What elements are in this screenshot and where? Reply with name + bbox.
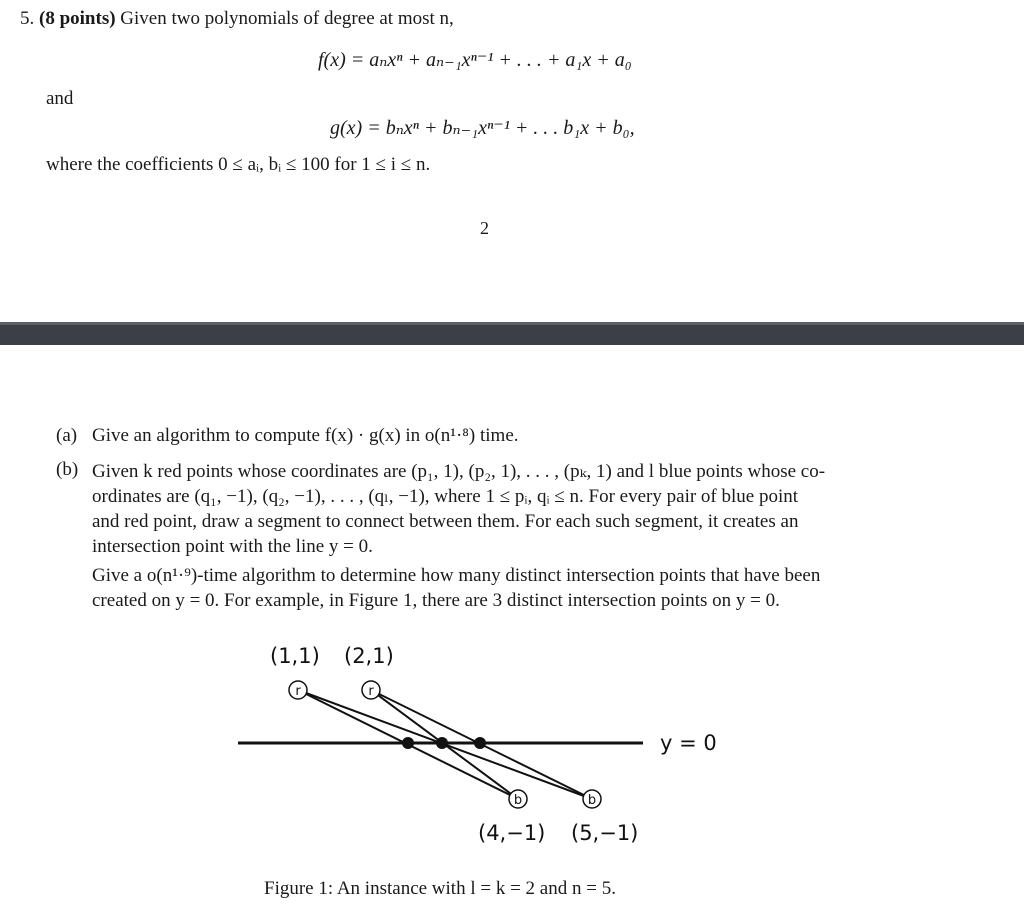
part-b-line: Give a o(n¹·⁹)-time algorithm to determine how many distinct intersection points that have been [92,565,821,586]
part-b-label: (b) [56,459,79,480]
red-marker-letter: r [295,684,301,699]
blue-point-label: (5,−1) [571,821,639,845]
part-b-line: Given k red points whose coordinates are (p₁, 1), (p₂, 1), . . . , (pₖ, 1) and l blue points whose co- [92,461,826,482]
problem-points: (8 points) [39,8,116,29]
f-formula: f(x) = aₙxⁿ + aₙ₋₁xⁿ⁻¹ + . . . + a₁x + a₀ [318,49,632,71]
and-word: and [46,88,74,109]
intersection-point [474,737,486,749]
problem-number: 5. [20,8,35,29]
problem-intro: Given two polynomials of degree at most n, [120,8,454,29]
part-a-label: (a) [56,425,78,446]
red-point-label: (1,1) [270,644,320,668]
red-marker-letter: r [368,684,374,699]
intersection-point [436,737,448,749]
part-a-text: Give an algorithm to compute f(x) · g(x) in o(n¹·⁸) time. [92,425,519,446]
blue-point-label: (4,−1) [478,821,546,845]
page-number: 2 [480,218,489,238]
blue-marker-letter: b [587,793,597,808]
part-b-line: intersection point with the line y = 0. [92,536,373,557]
figure-caption: Figure 1: An instance with l = k = 2 and n = 5. [264,878,616,899]
part-b-line: created on y = 0. For example, in Figure 1, there are 3 distinct intersection points on y = 0. [92,590,780,611]
blue-marker-letter: b [513,793,523,808]
coefficient-constraint: where the coefficients 0 ≤ aᵢ, bᵢ ≤ 100 for 1 ≤ i ≤ n. [46,154,431,175]
axis-label: y = 0 [660,731,717,755]
red-point-label: (2,1) [344,644,394,668]
part-b-line: and red point, draw a segment to connect between them. For each such segment, it creates an [92,511,799,532]
intersection-point [402,737,414,749]
part-b-line: ordinates are (q₁, −1), (q₂, −1), . . . , (qₗ, −1), where 1 ≤ pᵢ, qᵢ ≤ n. For every pair of blue point [92,486,799,507]
g-formula: g(x) = bₙxⁿ + bₙ₋₁xⁿ⁻¹ + . . . b₁x + b₀, [330,117,635,139]
